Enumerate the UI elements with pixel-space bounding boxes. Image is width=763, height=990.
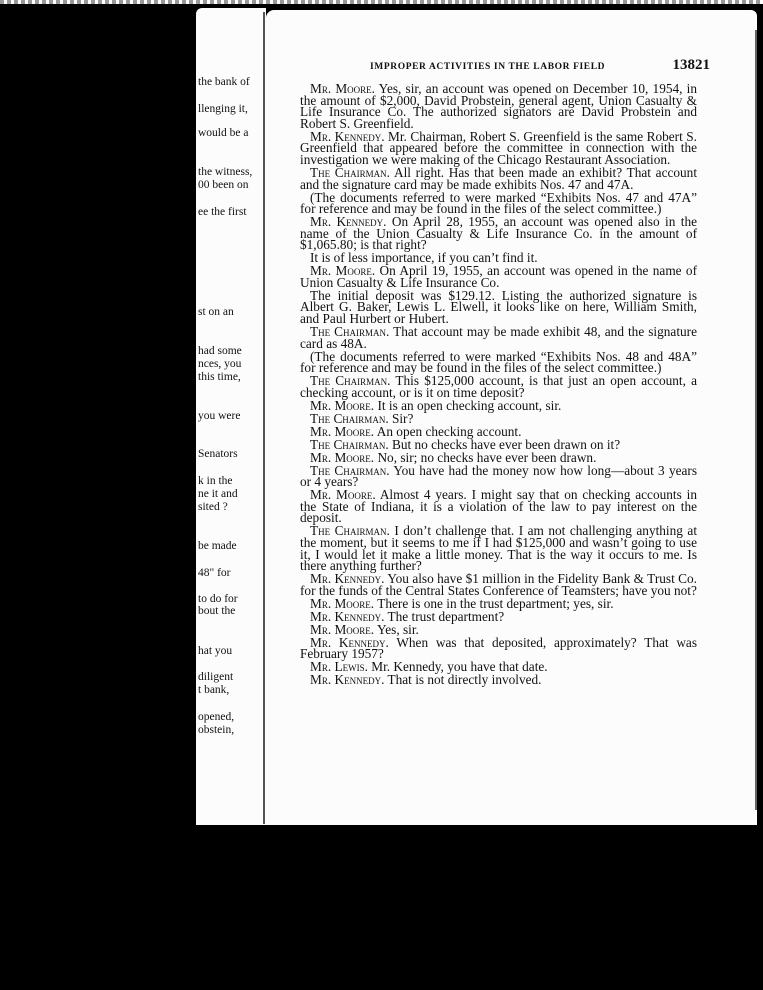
transcript-paragraph: [300, 252, 697, 264]
strip-text-fragment: opened,: [198, 711, 235, 723]
document-page: [266, 10, 757, 825]
paragraph-text: An open checking account.: [376, 423, 522, 439]
transcript-paragraph: [300, 523, 698, 574]
page-gutter: [263, 12, 265, 824]
speaker-name: Mr. Moore.: [310, 423, 375, 439]
paragraph-text: It is an open checking account, sir.: [377, 397, 562, 413]
speaker-name: The Chairman.: [310, 436, 389, 452]
page-right-edge: [755, 30, 757, 810]
speaker-name: Mr. Kennedy.: [310, 634, 389, 650]
transcript-paragraph: [300, 216, 697, 251]
strip-text-fragment: nces, you: [198, 358, 242, 370]
paragraph-text: You have had the money now how long—about 3 years or 4 years?: [300, 462, 697, 490]
speaker-name: Mr. Moore.: [310, 595, 375, 611]
speaker-name: Mr. Kennedy.: [310, 214, 387, 230]
paragraph-text: Mr. Kennedy, you have that date.: [371, 659, 548, 675]
strip-text-fragment: Senators: [198, 448, 238, 460]
paragraph-text: That is not directly involved.: [387, 672, 542, 688]
speaker-name: Mr. Kennedy.: [310, 571, 385, 587]
strip-text-fragment: would be a: [198, 127, 249, 139]
speaker-name: Mr. Moore.: [310, 487, 376, 503]
paragraph-text: Sir?: [391, 410, 414, 426]
strip-text-fragment: sited ?: [198, 501, 228, 513]
paragraph-text: (The documents referred to were marked “Exhibits Nos. 48 and 48A” for reference and may be found in the files of the select committee.): [300, 348, 697, 376]
strip-text-fragment: 00 been on: [198, 179, 249, 191]
paragraph-text: The initial deposit was $129.12. Listing the authorized signature is Albert G. Baker, Lewis L. Elwell, it looks like on here, William Smith, and Paul Hurbert or Hubert.: [300, 287, 697, 327]
speaker-name: Mr. Lewis.: [310, 659, 368, 675]
transcript-paragraph: [300, 397, 697, 413]
paragraph-text: The trust department?: [387, 608, 505, 624]
strip-text-fragment: llenging it,: [198, 103, 248, 115]
transcript-paragraph: [300, 410, 697, 426]
transcript-paragraph: [300, 661, 697, 673]
transcript-paragraph: [300, 287, 697, 327]
transcript-paragraph: [300, 436, 697, 452]
transcript-paragraph: [300, 265, 697, 288]
strip-text-fragment: k in the: [198, 475, 233, 487]
paragraph-text: I don’t challenge that. I am not challenging anything at the moment, but it seems to me if I had $125,000 and wasn’t going to use it, I would let it make a little money. That is the way it occurs to me. Is there anything further?: [300, 523, 698, 574]
speaker-name: Mr. Kennedy.: [310, 672, 385, 688]
page-number: 13821: [672, 57, 710, 73]
speaker-name: Mr. Moore.: [310, 449, 375, 465]
speaker-name: The Chairman.: [310, 324, 390, 339]
paragraph-text: This $125,000 account, is that just an open account, a checking account, or is it on time deposit?: [300, 373, 698, 400]
transcript-paragraph: [300, 348, 697, 376]
transcript-paragraph: [300, 634, 697, 662]
strip-text-fragment: to do for: [198, 593, 238, 605]
paragraph-text: (The documents referred to were marked “Exhibits Nos. 47 and 47A” for reference and may be found in the files of the select committee.): [300, 189, 697, 217]
paragraph-text: Almost 4 years. I might say that on checking accounts in the State of Indiana, it is a violation of the law to pay interest on the deposit.: [300, 487, 697, 526]
speaker-name: Mr. Moore.: [310, 81, 375, 96]
transcript-paragraph: [300, 164, 698, 192]
transcript-body: [300, 83, 697, 687]
strip-text-fragment: the bank of: [198, 76, 250, 88]
transcript-paragraph: [300, 573, 697, 596]
transcript-paragraph: [300, 449, 697, 465]
paragraph-text: All right. Has that been made an exhibit? That account and the signature card may be made exhibits Nos. 47 and 47A.: [300, 164, 698, 192]
strip-text-fragment: this time,: [198, 371, 241, 383]
paragraph-text: There is one in the trust department; yes, sir.: [377, 595, 614, 611]
previous-page-strip: [196, 8, 266, 825]
paragraph-text: But no checks have ever been drawn on it?: [391, 436, 621, 452]
speaker-name: The Chairman.: [310, 373, 391, 389]
running-title: IMPROPER ACTIVITIES IN THE LABOR FIELD: [370, 62, 606, 72]
paragraph-text: Yes, sir.: [376, 621, 419, 637]
paragraph-text: When was that deposited, approximately? That was February 1957?: [300, 634, 697, 662]
speaker-name: The Chairman.: [310, 164, 391, 180]
transcript-paragraph: [300, 621, 697, 637]
speaker-name: Mr. Moore.: [310, 397, 375, 413]
strip-text-fragment: bout the: [198, 605, 236, 617]
paragraph-text: Yes, sir, an account was opened on December 10, 1954, in the amount of $2,000, David Probstein, general agent, Union Casualty & Life Insurance Co. The authorized signators are David Probstein and Robert S. Greenfield.: [300, 81, 697, 131]
top-scan-border: [0, 0, 763, 4]
transcript-paragraph: [300, 595, 697, 611]
transcript-paragraph: [300, 489, 697, 524]
speaker-name: Mr. Moore.: [310, 263, 376, 279]
paragraph-text: Mr. Chairman, Robert S. Greenfield is the same Robert S. Greenfield that appeared before the committee in connection with the investigation we were making of the Chicago Restaurant Association.: [300, 128, 697, 167]
speaker-name: Mr. Kennedy.: [310, 608, 385, 624]
transcript-paragraph: [300, 608, 697, 624]
paragraph-text: You also have $1 million in the Fidelity Bank & Trust Co. for the funds of the Central States Conference of Teamsters; have you not?: [300, 571, 697, 598]
paragraph-text: That account may be made exhibit 48, and the signature card as 48A.: [300, 324, 697, 351]
strip-text-fragment: obstein,: [198, 724, 235, 736]
speaker-name: The Chairman.: [310, 523, 390, 539]
speaker-name: Mr. Kennedy.: [310, 128, 385, 144]
strip-text-fragment: had some: [198, 345, 242, 357]
strip-text-fragment: st on an: [198, 306, 234, 318]
strip-text-fragment: ne it and: [198, 488, 238, 500]
speaker-name: The Chairman.: [310, 462, 390, 478]
transcript-paragraph: [300, 674, 697, 686]
strip-text-fragment: the witness,: [198, 166, 253, 178]
strip-text-fragment: t bank,: [198, 684, 230, 696]
strip-text-fragment: be made: [198, 540, 237, 552]
paragraph-text: On April 19, 1955, an account was opened in the name of Union Casualty & Life Insurance Co.: [300, 263, 697, 290]
transcript-paragraph: [300, 326, 697, 349]
transcript-paragraph: [300, 375, 697, 398]
transcript-paragraph: [300, 83, 697, 129]
strip-text-fragment: diligent: [198, 671, 234, 683]
transcript-paragraph: [300, 423, 697, 439]
strip-text-fragment: you were: [198, 410, 241, 422]
transcript-paragraph: [300, 462, 697, 490]
strip-text-fragment: hat you: [198, 645, 233, 657]
transcript-paragraph: [300, 189, 697, 217]
paragraph-text: No, sir; no checks have ever been drawn.: [377, 449, 597, 465]
paragraph-text: It is of less importance, if you can’t find it.: [310, 250, 538, 266]
strip-text-fragment: 48" for: [198, 567, 231, 579]
speaker-name: Mr. Moore.: [310, 621, 375, 637]
paragraph-text: On April 28, 1955, an account was opened also in the name of the Union Casualty & Life Insurance Co. in the amount of $1,065.80; is that right?: [300, 214, 697, 253]
strip-text-fragment: ee the first: [198, 206, 247, 218]
transcript-paragraph: [300, 128, 697, 167]
speaker-name: The Chairman.: [310, 410, 389, 426]
